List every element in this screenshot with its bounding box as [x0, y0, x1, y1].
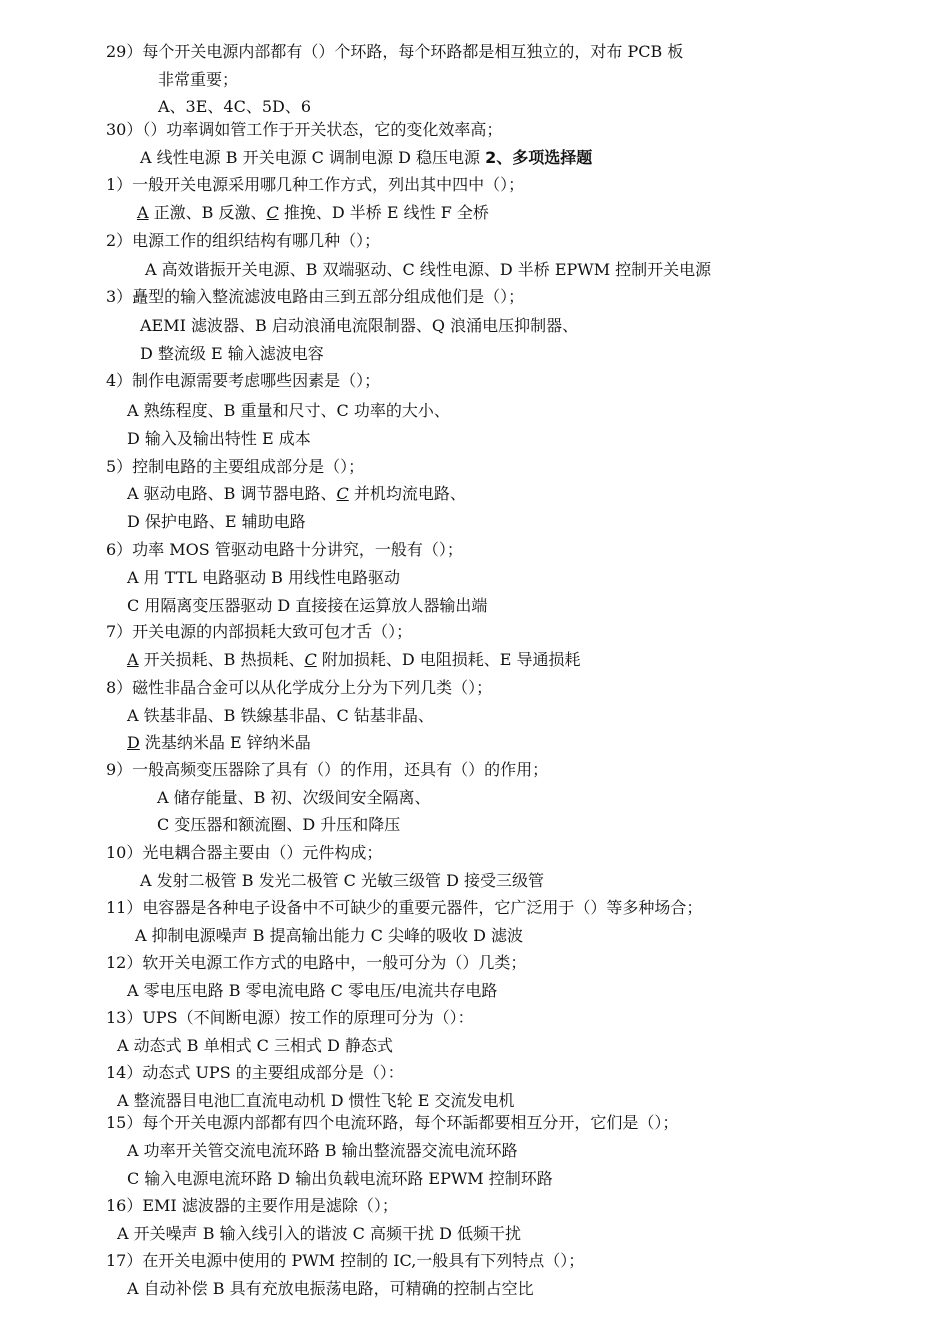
- m5-options-1: [127, 484, 466, 504]
- m15-text: 15）每个开关电源内部都有四个电流环路，每个环詬都要相互分开，它们是（）；: [106, 1113, 679, 1132]
- m13-options: A 动态式 B 单相式 C 三相式 D 静态式: [117, 1036, 393, 1055]
- m11-text: 11）电容器是各种电子设备中不可缺少的重要元器件，它广泛用于（）等多种场合；: [106, 898, 703, 917]
- section-heading: 2、多项选择题: [485, 148, 593, 167]
- m6-options-1: A 用 TTL 电路驱动 B 用线性电路驱动: [127, 568, 401, 587]
- m17-text: 17）在开关电源中使用的 PWM 控制的 IC,一般具有下列特点（）；: [106, 1251, 585, 1270]
- m3-text: 3）矗型的输入整流滤波电路由三到五部分组成他们是（）；: [106, 287, 525, 306]
- m9-options-2: C 变压器和额流圈、D 升压和降压: [157, 815, 401, 834]
- m12-options: A 零电压电路 B 零电流电路 C 零电压/电流共存电路: [127, 981, 498, 1000]
- m9-options-1: A 储存能量、B 初、次级间安全隔离、: [157, 788, 431, 807]
- m2-text: 2）电源工作的组织结构有哪几种（）；: [106, 231, 381, 250]
- m5-options-2: D 保护电路、E 辅助电路: [127, 512, 306, 531]
- m17-options: A 自动补偿 B 具有充放电振荡电路，可精确的控制占空比: [127, 1279, 534, 1298]
- m16-options: A 开关噪声 B 输入线引入的谐波 C 高频干扰 D 低频干扰: [117, 1224, 521, 1243]
- q30-options-line: [140, 148, 592, 168]
- m8-option-d-marked: D: [127, 733, 140, 752]
- m5-text: 5）控制电路的主要组成部分是（）；: [106, 457, 365, 476]
- m5-options-rest: 并机均流电路、: [348, 484, 466, 503]
- m13-text: 13）UPS（不间断电源）按工作的原理可分为（）：: [106, 1008, 474, 1027]
- m4-text: 4）制作电源需要考虑哪些因素是（）；: [106, 371, 381, 390]
- m5-option-c-marked: C: [336, 484, 349, 503]
- m7-options-part: 开关损耗、B 热损耗、: [138, 650, 305, 669]
- m8-options-1: A 铁基非晶、B 铁線基非晶、C 钻基非晶、: [127, 706, 434, 725]
- m10-text: 10）光电耦合器主要由（）元件构成；: [106, 843, 383, 862]
- m12-text: 12）软开关电源工作方式的电路中，一般可分为（）几类；: [106, 953, 527, 972]
- m10-options: A 发射二极管 B 发光二极管 C 光敏三级管 D 接受三级管: [140, 871, 544, 890]
- m1-options-part: 正激、B 反激、: [148, 203, 267, 222]
- m16-text: 16）EMI 滤波器的主要作用是滤除（）；: [106, 1196, 398, 1215]
- m8-options-rest: 洗基纳米晶 E 锌纳米晶: [139, 733, 311, 752]
- m15-options-2: C 输入电源电流环路 D 输出负载电流环路 EPWM 控制环路: [127, 1169, 553, 1188]
- m1-options-rest: 推挽、D 半桥 E 线性 F 全桥: [278, 203, 489, 222]
- m8-options-2: [127, 733, 311, 753]
- m7-options-rest: 附加损耗、D 电阻损耗、E 导通损耗: [316, 650, 581, 669]
- m4-options-2: D 输入及输出特性 E 成本: [127, 429, 311, 448]
- m5-options-part: A 驱动电路、B 调节器电路、: [127, 484, 337, 503]
- m14-options: A 整流器目电池匚直流电动机 D 惯性飞轮 E 交流发电机: [117, 1091, 515, 1110]
- q30-text: 30）（）功率调如管工作于开关状态，它的变化效率高；: [106, 120, 503, 139]
- m3-options-1: AEMI 滤波器、B 启动浪涌电流限制器、Q 浪涌电压抑制器、: [140, 316, 579, 335]
- m7-options: [127, 650, 581, 670]
- m15-options-1: A 功率开关管交流电流环路 B 输出整流器交流电流环路: [127, 1141, 518, 1160]
- m4-options-1: A 熟练程度、B 重量和尺寸、C 功率的大小、: [127, 401, 450, 420]
- m7-option-c-marked: C: [304, 650, 317, 669]
- m6-text: 6）功率 MOS 管驱动电路十分讲究，一般有（）；: [106, 540, 463, 559]
- m8-text: 8）磁性非晶合金可以从化学成分上分为下列几类（）；: [106, 678, 493, 697]
- m14-text: 14）动态式 UPS 的主要组成部分是（）：: [106, 1063, 404, 1082]
- m1-option-a-marked: A: [137, 203, 149, 222]
- q29-text-cont: 非常重要；: [158, 70, 239, 89]
- m7-text: 7）开关电源的内部损耗大致可包才舌（）；: [106, 622, 413, 641]
- m2-options: A 高效谐振开关电源、B 双端驱动、C 线性电源、D 半桥 EPWM 控制开关电源: [145, 260, 712, 279]
- m1-option-c-marked: C: [266, 203, 279, 222]
- m7-option-a-marked: A: [127, 650, 139, 669]
- m6-options-2: C 用隔离变压器驱动 D 直接接在运算放人器输出端: [127, 596, 488, 615]
- m11-options: A 抑制电源噪声 B 提高输出能力 C 尖峰的吸收 D 滤波: [135, 926, 523, 945]
- q30-options: A 线性电源 B 开关电源 C 调制电源 D 稳压电源: [140, 148, 480, 167]
- q29-text: 29）每个开关电源内部都有（）个环路，每个环路都是相互独立的，对布 PCB 板: [106, 42, 684, 61]
- q29-options: A、3E、4C、5D、6: [158, 97, 312, 116]
- m3-options-2: D 整流级 E 输入滤波电容: [140, 344, 324, 363]
- m1-options: [137, 203, 489, 223]
- m9-text: 9）一般高频变压器除了具有（）的作用，还具有（）的作用；: [106, 760, 549, 779]
- m1-text: 1）一般开关电源采用哪几种工作方式，列出其中四中（）；: [106, 175, 525, 194]
